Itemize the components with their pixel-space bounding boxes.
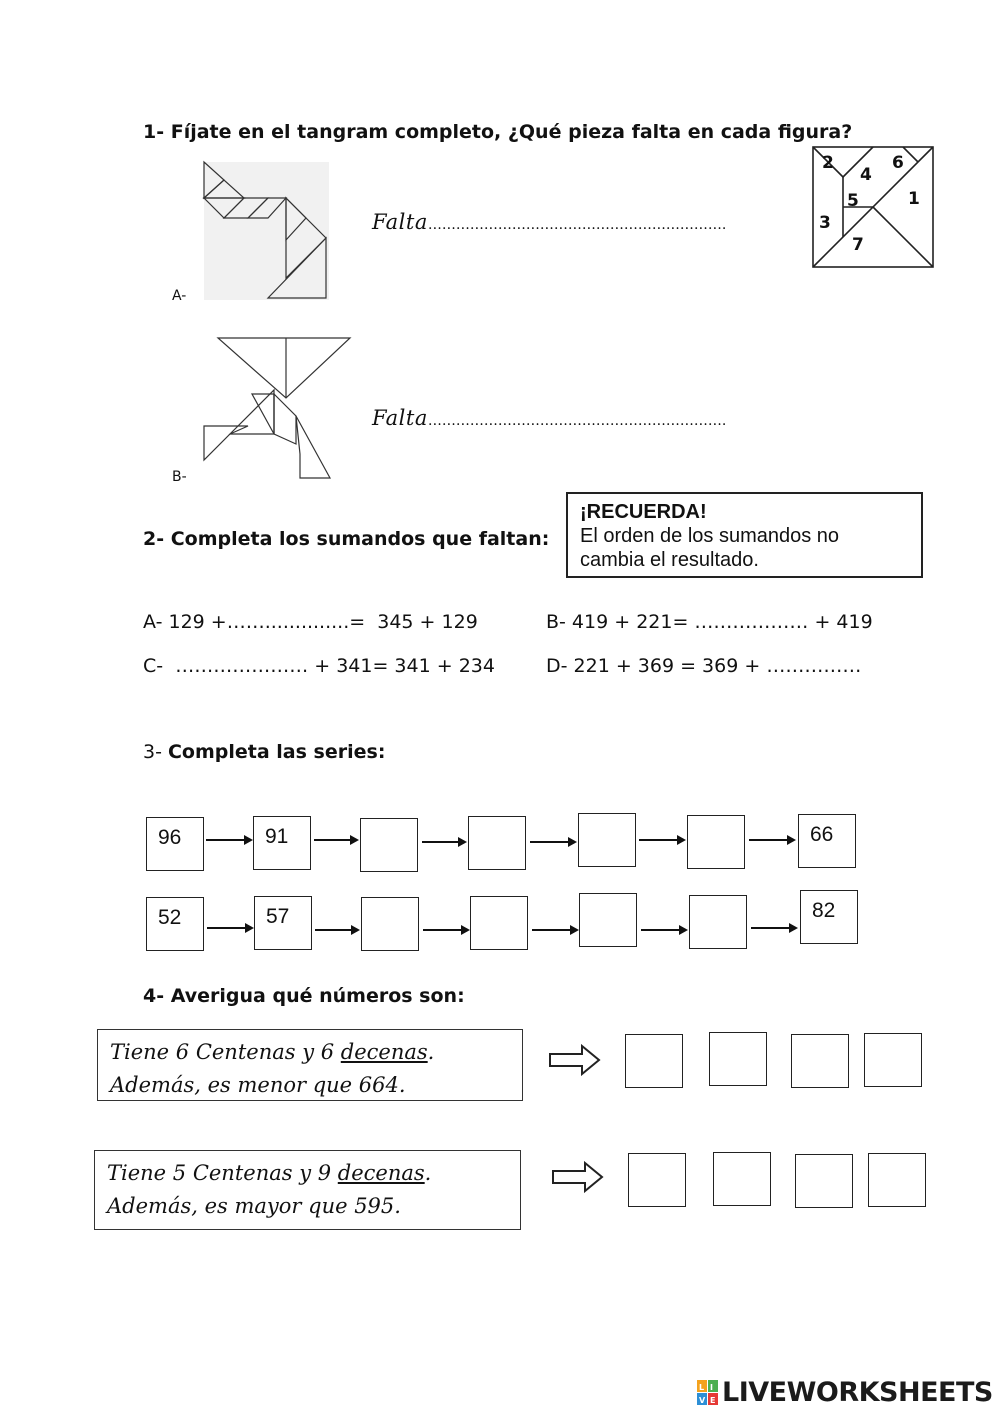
clue1-line2: Además, es menor que 664. xyxy=(110,1073,406,1097)
tangram-num-4: 4 xyxy=(860,165,872,185)
clue2-text-pre: Tiene 5 Centenas y 9 xyxy=(107,1161,338,1185)
equation-c[interactable]: C- ………………… + 341= 341 + 234 xyxy=(143,655,495,677)
series1-value-1: 96 xyxy=(158,826,182,849)
answer1-box-3[interactable] xyxy=(791,1034,849,1088)
clue1-text-post: . xyxy=(427,1040,435,1064)
series1-box-1 xyxy=(146,817,204,871)
clue2-text-post: . xyxy=(424,1161,432,1185)
series1-value-7: 66 xyxy=(810,823,834,846)
q2-heading: 2- Completa los sumandos que faltan: xyxy=(143,528,550,550)
series1-arrow-2 xyxy=(312,832,362,848)
falta-b xyxy=(372,406,726,430)
hollow-arrow-1-icon xyxy=(548,1044,602,1076)
q4-heading: 4- Averigua qué números son: xyxy=(143,985,465,1007)
series1-arrow-5 xyxy=(637,832,689,848)
remember-line1: El orden de los sumandos no xyxy=(580,525,840,547)
series1-box-3[interactable] xyxy=(360,818,418,872)
series1-box-4[interactable] xyxy=(468,816,526,870)
falta-a xyxy=(372,210,726,234)
series2-box-4[interactable] xyxy=(470,896,528,950)
clue-box-2 xyxy=(94,1150,521,1230)
remember-box xyxy=(566,492,923,578)
series2-value-2: 57 xyxy=(266,905,290,928)
series2-box-3[interactable] xyxy=(361,897,419,951)
clue1-text-pre: Tiene 6 Centenas y 6 xyxy=(110,1040,341,1064)
hollow-arrow-2-icon xyxy=(551,1161,605,1193)
answer2-box-4[interactable] xyxy=(868,1153,926,1207)
answer2-box-3[interactable] xyxy=(795,1154,853,1208)
series2-box-5[interactable] xyxy=(579,893,637,947)
answer1-box-2[interactable] xyxy=(709,1032,767,1086)
series1-box-7 xyxy=(798,814,856,868)
logo-badge-i: I xyxy=(710,1383,713,1392)
series1-value-2: 91 xyxy=(265,825,289,848)
series2-box-6[interactable] xyxy=(689,895,747,949)
series1-arrow-6 xyxy=(747,832,799,848)
series1-arrow-3 xyxy=(420,834,470,850)
q3-heading-prefix: 3- xyxy=(143,741,168,763)
series2-box-1 xyxy=(146,897,204,951)
series1-box-2 xyxy=(253,816,311,870)
tangram-num-3: 3 xyxy=(819,213,831,233)
falta-a-word: Falta xyxy=(372,210,428,234)
figure-a-label: A- xyxy=(172,288,187,304)
equation-b[interactable]: B- 419 + 221= ……………… + 419 xyxy=(546,611,873,633)
tangram-figure-b xyxy=(200,334,355,484)
series1-box-6[interactable] xyxy=(687,815,745,869)
falta-a-dots[interactable]: ………………………………………………………. xyxy=(427,217,727,233)
series2-arrow-1 xyxy=(205,920,255,936)
equation-d[interactable]: D- 221 + 369 = 369 + …………… xyxy=(546,655,862,677)
answer2-box-1[interactable] xyxy=(628,1153,686,1207)
falta-b-dots[interactable]: ………………………………………………………. xyxy=(427,413,727,429)
q3-heading-bold: Completa las series: xyxy=(167,741,386,763)
series1-box-5[interactable] xyxy=(578,813,636,867)
series2-arrow-4 xyxy=(530,922,582,938)
tangram-num-5: 5 xyxy=(847,191,859,211)
series2-arrow-2 xyxy=(313,922,363,938)
equation-a[interactable]: A- 129 +……..............= 345 + 129 xyxy=(143,611,478,633)
remember-title: ¡RECUERDA! xyxy=(580,501,707,523)
series2-arrow-3 xyxy=(421,922,473,938)
clue-box-1 xyxy=(97,1029,523,1101)
answer1-box-4[interactable] xyxy=(864,1033,922,1087)
clue1-text-underlined: decenas xyxy=(340,1040,428,1064)
series2-arrow-5 xyxy=(639,922,691,938)
tangram-num-7: 7 xyxy=(852,235,864,255)
tangram-num-2: 2 xyxy=(822,153,834,173)
figure-b-label: B- xyxy=(172,469,187,485)
q1-heading: 1- Fíjate en el tangram completo, ¿Qué pieza falta en cada figura? xyxy=(143,121,853,143)
falta-b-word: Falta xyxy=(372,406,428,430)
liveworksheets-logo xyxy=(697,1377,993,1409)
logo-badge-e: E xyxy=(710,1396,716,1405)
series2-value-1: 52 xyxy=(158,906,182,929)
answer1-box-1[interactable] xyxy=(625,1034,683,1088)
clue2-line2: Además, es mayor que 595. xyxy=(107,1194,401,1218)
tangram-key xyxy=(812,146,936,270)
clue1-line1 xyxy=(110,1036,510,1069)
series2-arrow-6 xyxy=(749,920,801,936)
series2-value-7: 82 xyxy=(812,899,836,922)
logo-text[interactable]: LIVEWORKSHEETS xyxy=(722,1377,993,1408)
tangram-num-1: 1 xyxy=(908,189,920,209)
tangram-figure-a xyxy=(196,160,331,302)
tangram-num-6: 6 xyxy=(892,153,904,173)
logo-badge-l: L xyxy=(699,1383,705,1392)
clue2-text-underlined: decenas xyxy=(337,1161,425,1185)
logo-badge-icon xyxy=(697,1380,719,1406)
series2-box-7 xyxy=(800,890,858,944)
clue2-line1 xyxy=(107,1157,508,1190)
logo-badge-v: V xyxy=(699,1396,706,1405)
series1-arrow-1 xyxy=(204,832,254,848)
answer2-box-2[interactable] xyxy=(713,1152,771,1206)
series2-box-2 xyxy=(254,896,312,950)
remember-line2: cambia el resultado. xyxy=(580,549,759,571)
q3-heading xyxy=(143,741,385,763)
series1-arrow-4 xyxy=(528,834,580,850)
